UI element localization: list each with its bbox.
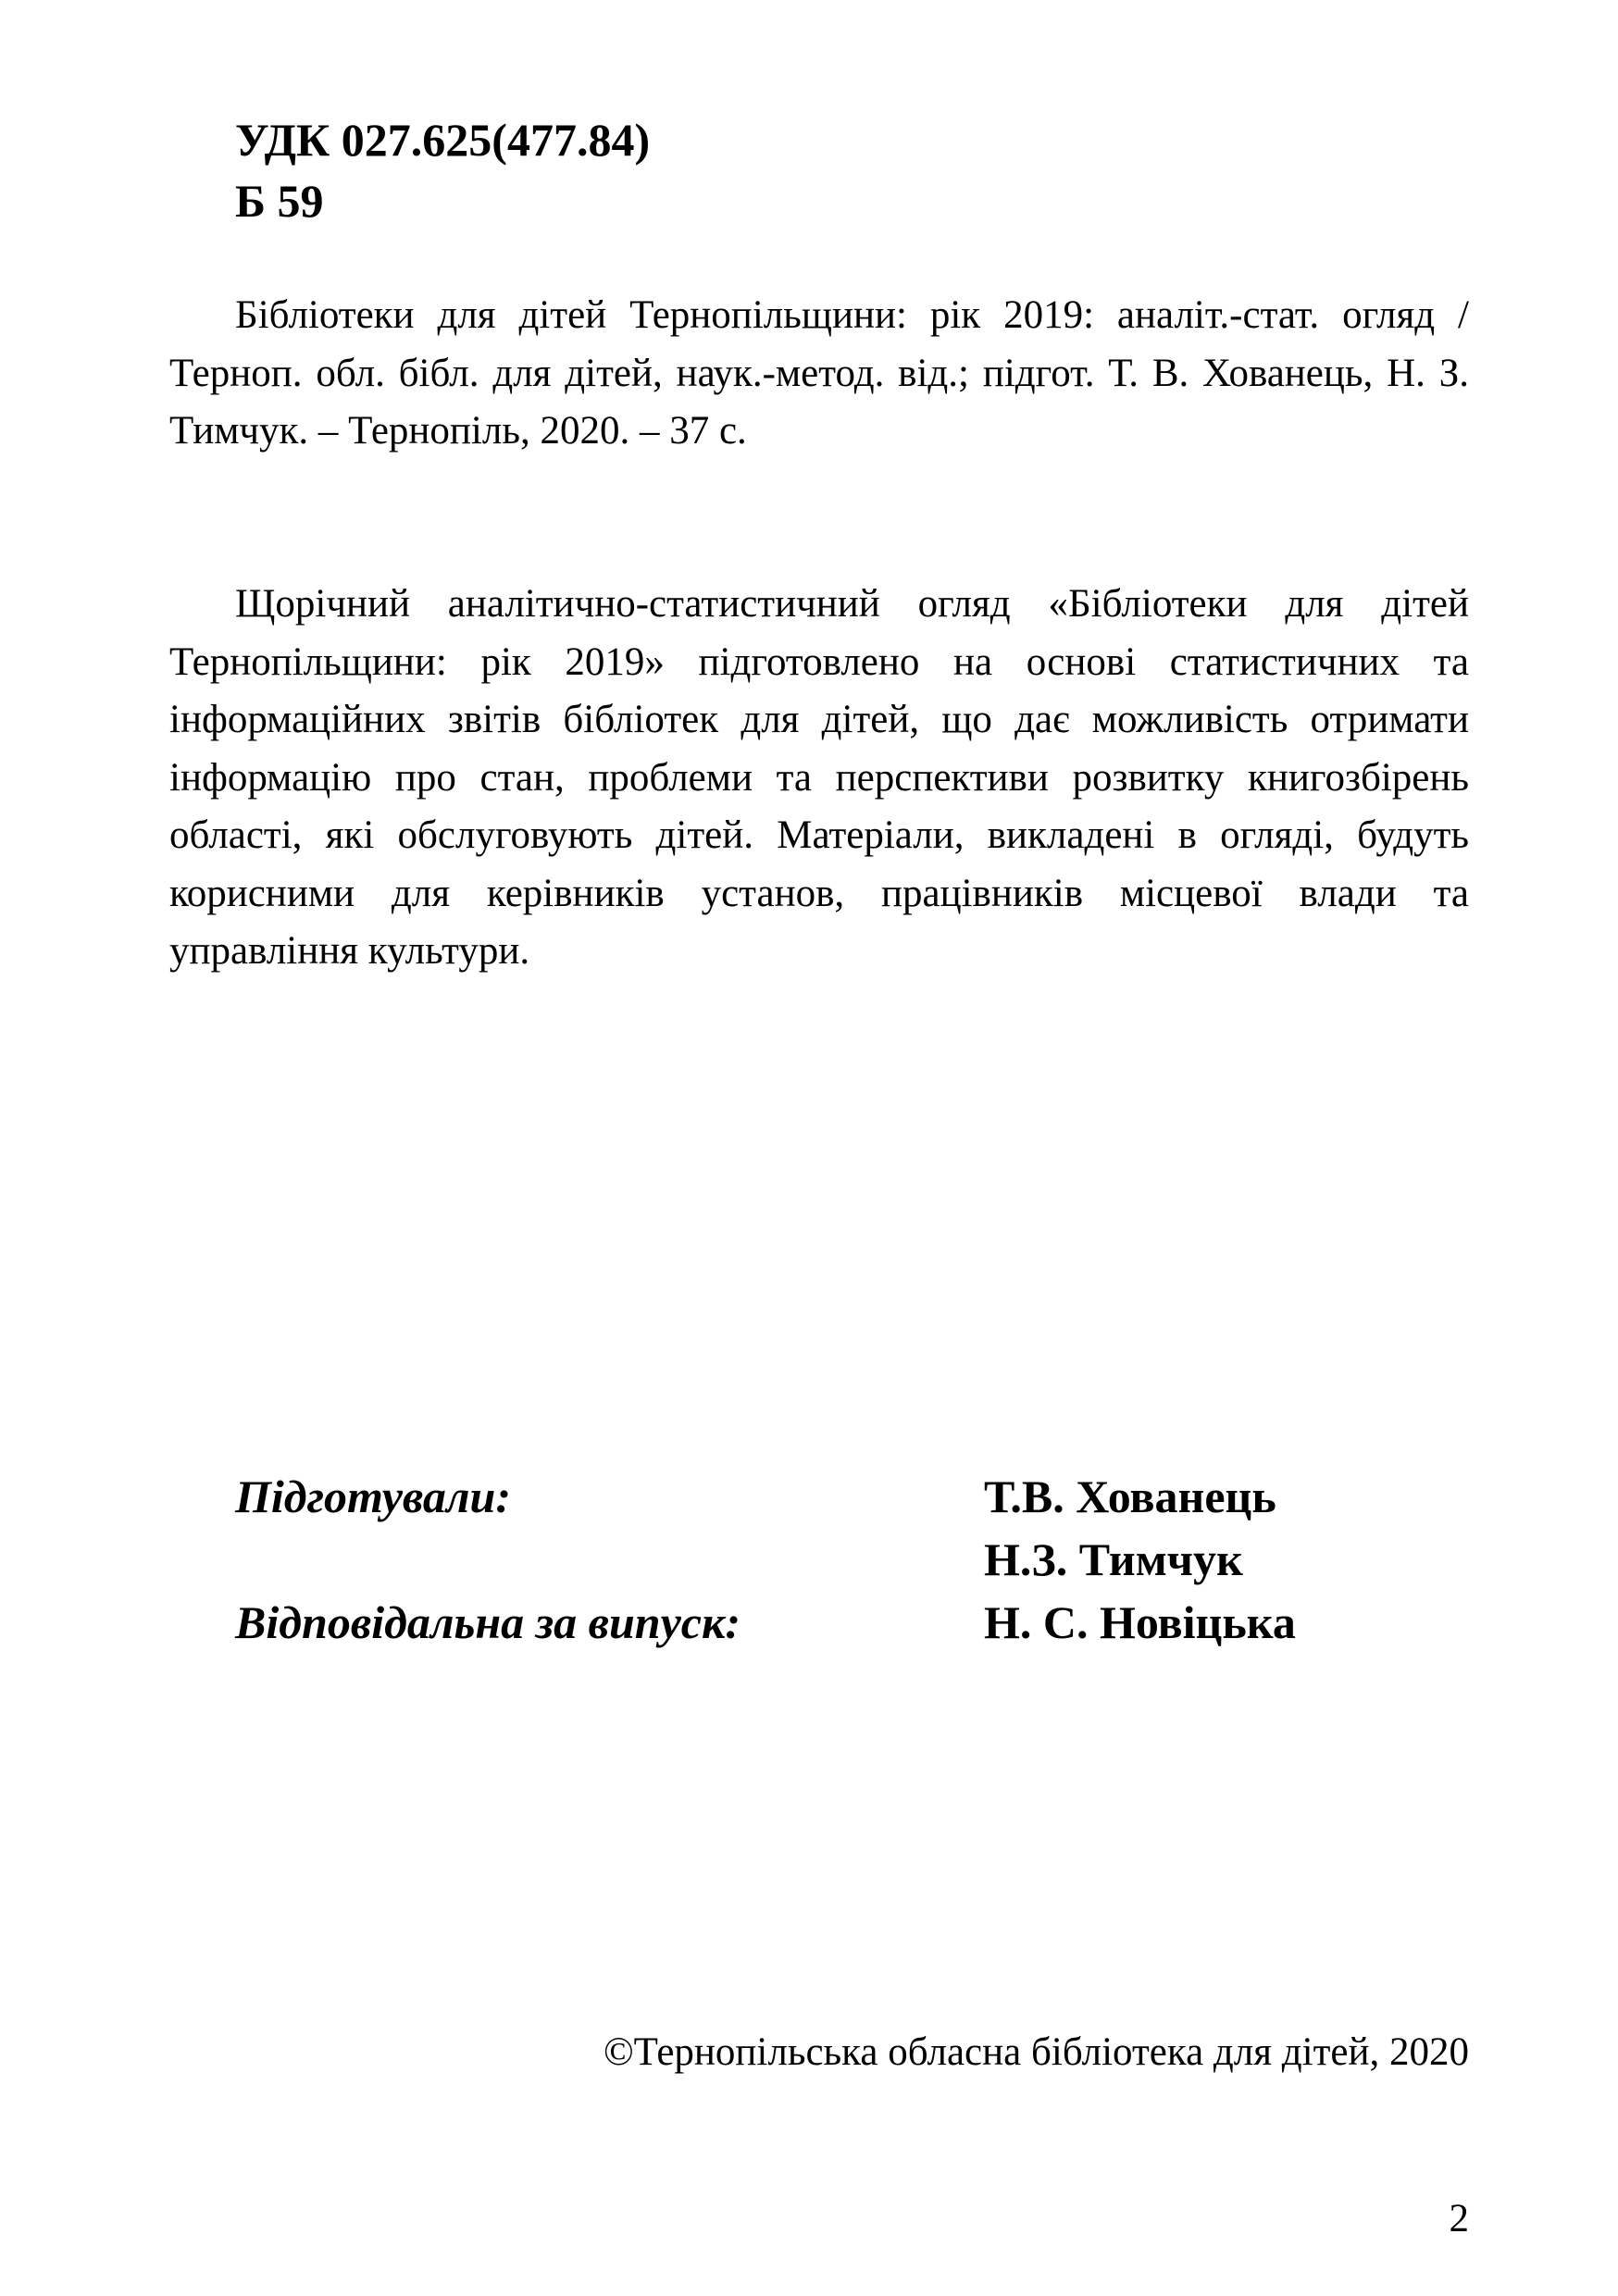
copyright-notice: ©Тернопільська обласна бібліотека для дітей, 2020 <box>604 2030 1469 2074</box>
udk-code: УДК 027.625(477.84) <box>235 114 651 166</box>
prepared-names <box>984 1465 1276 1591</box>
prepared-row <box>235 1465 1438 1591</box>
prepared-label: Підготували: <box>235 1471 511 1522</box>
bibliographic-description: Бібліотеки для дітей Тернопільщини: рік 2019: аналіт.-стат. огляд / Терноп. обл. бібл. для дітей, наук.-метод. від.; підгот. Т. В. Хованець, Н. З. Тимчук. – Тернопіль, 2020. – 37 с. <box>169 293 1469 453</box>
author-mark: Б 59 <box>235 175 324 227</box>
credits-block <box>235 1465 1438 1654</box>
responsible-label: Відповідальна за випуск: <box>235 1596 741 1648</box>
responsible-name <box>984 1591 1296 1654</box>
responsible-person: Н. С. Новіцька <box>984 1596 1296 1648</box>
preparer-name: Т.В. Хованець <box>984 1471 1276 1522</box>
preparer-name: Н.З. Тимчук <box>984 1533 1243 1585</box>
abstract-paragraph: Щорічний аналітично-статистичний огляд «Бібліотеки для дітей Тернопільщини: рік 2019» підготовлено на основі статистичних та інформаційних звітів бібліотек для дітей, що дає можливість отримати інформацію про стан, проблеми та перспективи розвитку книгозбірень області, які обслуговують дітей. Матеріали, викладені в огляді, будуть корисними для керівників установ, працівників місцевої влади та управління культури. <box>169 582 1469 973</box>
page-number: 2 <box>1449 2197 1469 2240</box>
classification-block <box>235 109 650 231</box>
responsible-row <box>235 1591 1438 1654</box>
